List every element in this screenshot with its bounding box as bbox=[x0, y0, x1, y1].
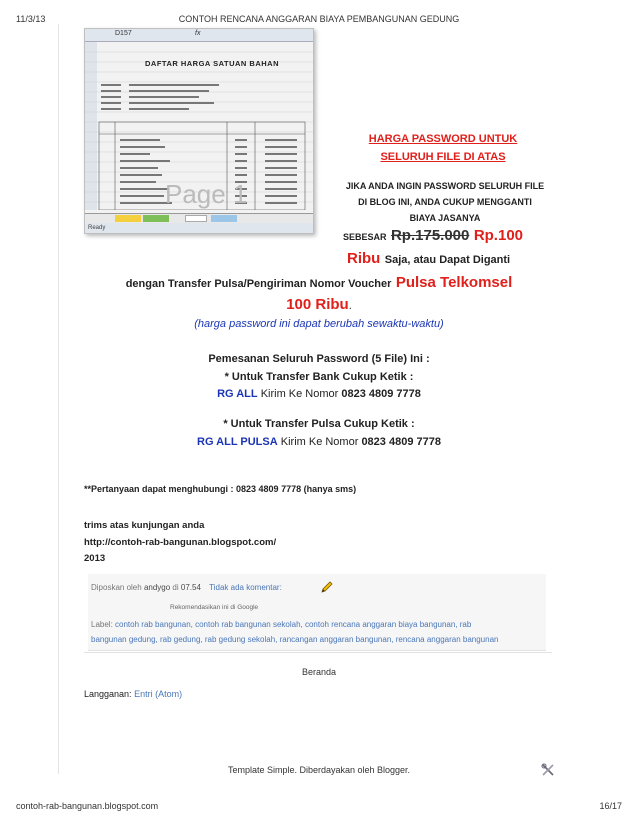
old-price: Rp.175.000 bbox=[390, 227, 470, 244]
sheet-tabs bbox=[85, 213, 313, 223]
price-note: (harga password ini dapat berubah sewaktu-waktu) bbox=[194, 318, 444, 330]
post-footer bbox=[88, 574, 546, 651]
posted-by-label: Diposkan oleh bbox=[91, 583, 142, 592]
transfer-text: dengan Transfer Pulsa/Pengiriman Nomor Voucher bbox=[125, 278, 392, 290]
post-meta bbox=[91, 583, 282, 592]
post-time[interactable]: 07.54 bbox=[180, 583, 201, 592]
edit-pencil-icon[interactable] bbox=[320, 580, 334, 594]
bank-code: RG ALL bbox=[217, 388, 258, 400]
pulsa-amount: 100 Ribu bbox=[286, 296, 349, 313]
spreadsheet-title: DAFTAR HARGA SATUAN BAHAN bbox=[145, 59, 280, 68]
tools-icon[interactable] bbox=[541, 763, 555, 777]
thanks-year: 2013 bbox=[84, 553, 106, 564]
pulsa-mid: Kirim Ke Nomor bbox=[280, 436, 359, 448]
bank-mid: Kirim Ke Nomor bbox=[260, 388, 339, 400]
template-credit: Template Simple. Diberdayakan oleh Blogger. bbox=[227, 765, 411, 775]
spreadsheet-preview-image bbox=[84, 28, 314, 234]
print-title: CONTOH RENCANA ANGGARAN BIAYA PEMBANGUNAN GEDUNG bbox=[178, 14, 460, 24]
bank-number: 0823 4809 7778 bbox=[341, 388, 421, 400]
pulsa-number: 0823 4809 7778 bbox=[361, 436, 441, 448]
pulsa-code: RG ALL PULSA bbox=[197, 436, 278, 448]
subscribe-label: Langganan: bbox=[84, 689, 132, 699]
labels-prefix: Label: bbox=[91, 620, 113, 629]
labels-line-1 bbox=[91, 620, 471, 629]
contact-note: **Pertanyaan dapat menghubungi : 0823 4809 7778 (hanya sms) bbox=[84, 484, 357, 494]
status-bar: Ready bbox=[85, 223, 313, 233]
divider bbox=[84, 652, 552, 653]
promo-body-2: DI BLOG INI, ANDA CUKUP MENGGANTI bbox=[358, 197, 532, 207]
labels-links-2[interactable]: bangunan gedung, rab gedung, rab gedung sekolah, rancangan anggaran bangunan, rencana anggaran bangunan bbox=[91, 635, 499, 644]
pulsa-amount-line bbox=[0, 296, 638, 314]
promo-heading-1: HARGA PASSWORD UNTUK bbox=[368, 133, 518, 145]
order-title: Pemesanan Seluruh Password (5 File) Ini : bbox=[208, 353, 430, 365]
print-footer-page: 16/17 bbox=[599, 801, 622, 811]
comments-link[interactable]: Tidak ada komentar: bbox=[209, 583, 282, 592]
pulsa-title: * Untuk Transfer Pulsa Cukup Ketik : bbox=[223, 418, 415, 430]
price-line-2 bbox=[347, 250, 510, 268]
bank-line bbox=[0, 388, 638, 400]
new-price: Rp.100 bbox=[473, 227, 524, 244]
post-author[interactable]: andygo bbox=[143, 583, 171, 592]
print-date: 11/3/13 bbox=[16, 14, 46, 24]
subscribe-atom-link[interactable]: Entri (Atom) bbox=[134, 689, 183, 699]
thanks-url: http://contoh-rab-bangunan.blogspot.com/ bbox=[84, 537, 277, 548]
new-price-ribu: Ribu bbox=[347, 250, 381, 267]
pulsa-line bbox=[0, 436, 638, 448]
thanks-line-1: trims atas kunjungan anda bbox=[84, 520, 205, 531]
price-line bbox=[343, 227, 523, 245]
fx-icon: fx bbox=[195, 30, 201, 37]
cell-reference: D157 bbox=[115, 30, 132, 37]
promo-body-1: JIKA ANDA INGIN PASSWORD SELURUH FILE bbox=[345, 181, 545, 191]
posted-at-label: di bbox=[172, 583, 179, 592]
pulsa-period: . bbox=[348, 300, 352, 312]
saja-text: Saja, atau Dapat Diganti bbox=[384, 254, 511, 266]
page-watermark: Page 1 bbox=[165, 179, 248, 209]
print-footer-url: contoh-rab-bangunan.blogspot.com bbox=[16, 801, 159, 811]
home-link[interactable]: Beranda bbox=[301, 667, 337, 677]
subscribe-line bbox=[84, 689, 182, 699]
formula-bar bbox=[85, 29, 313, 42]
sebesar-label: SEBESAR bbox=[343, 232, 387, 242]
transfer-line bbox=[0, 274, 638, 292]
pulsa-brand: Pulsa Telkomsel bbox=[395, 274, 513, 291]
labels-links-1[interactable]: contoh rab bangunan, contoh rab bangunan sekolah, contoh rencana anggaran biaya bangunan, rab bbox=[115, 620, 472, 629]
promo-heading-2: SELURUH FILE DI ATAS bbox=[380, 151, 506, 163]
bank-title: * Untuk Transfer Bank Cukup Ketik : bbox=[224, 371, 414, 383]
recommend-google[interactable]: Rekomendasikan ini di Google bbox=[170, 604, 259, 611]
promo-body-3: BIAYA JASANYA bbox=[409, 213, 481, 223]
